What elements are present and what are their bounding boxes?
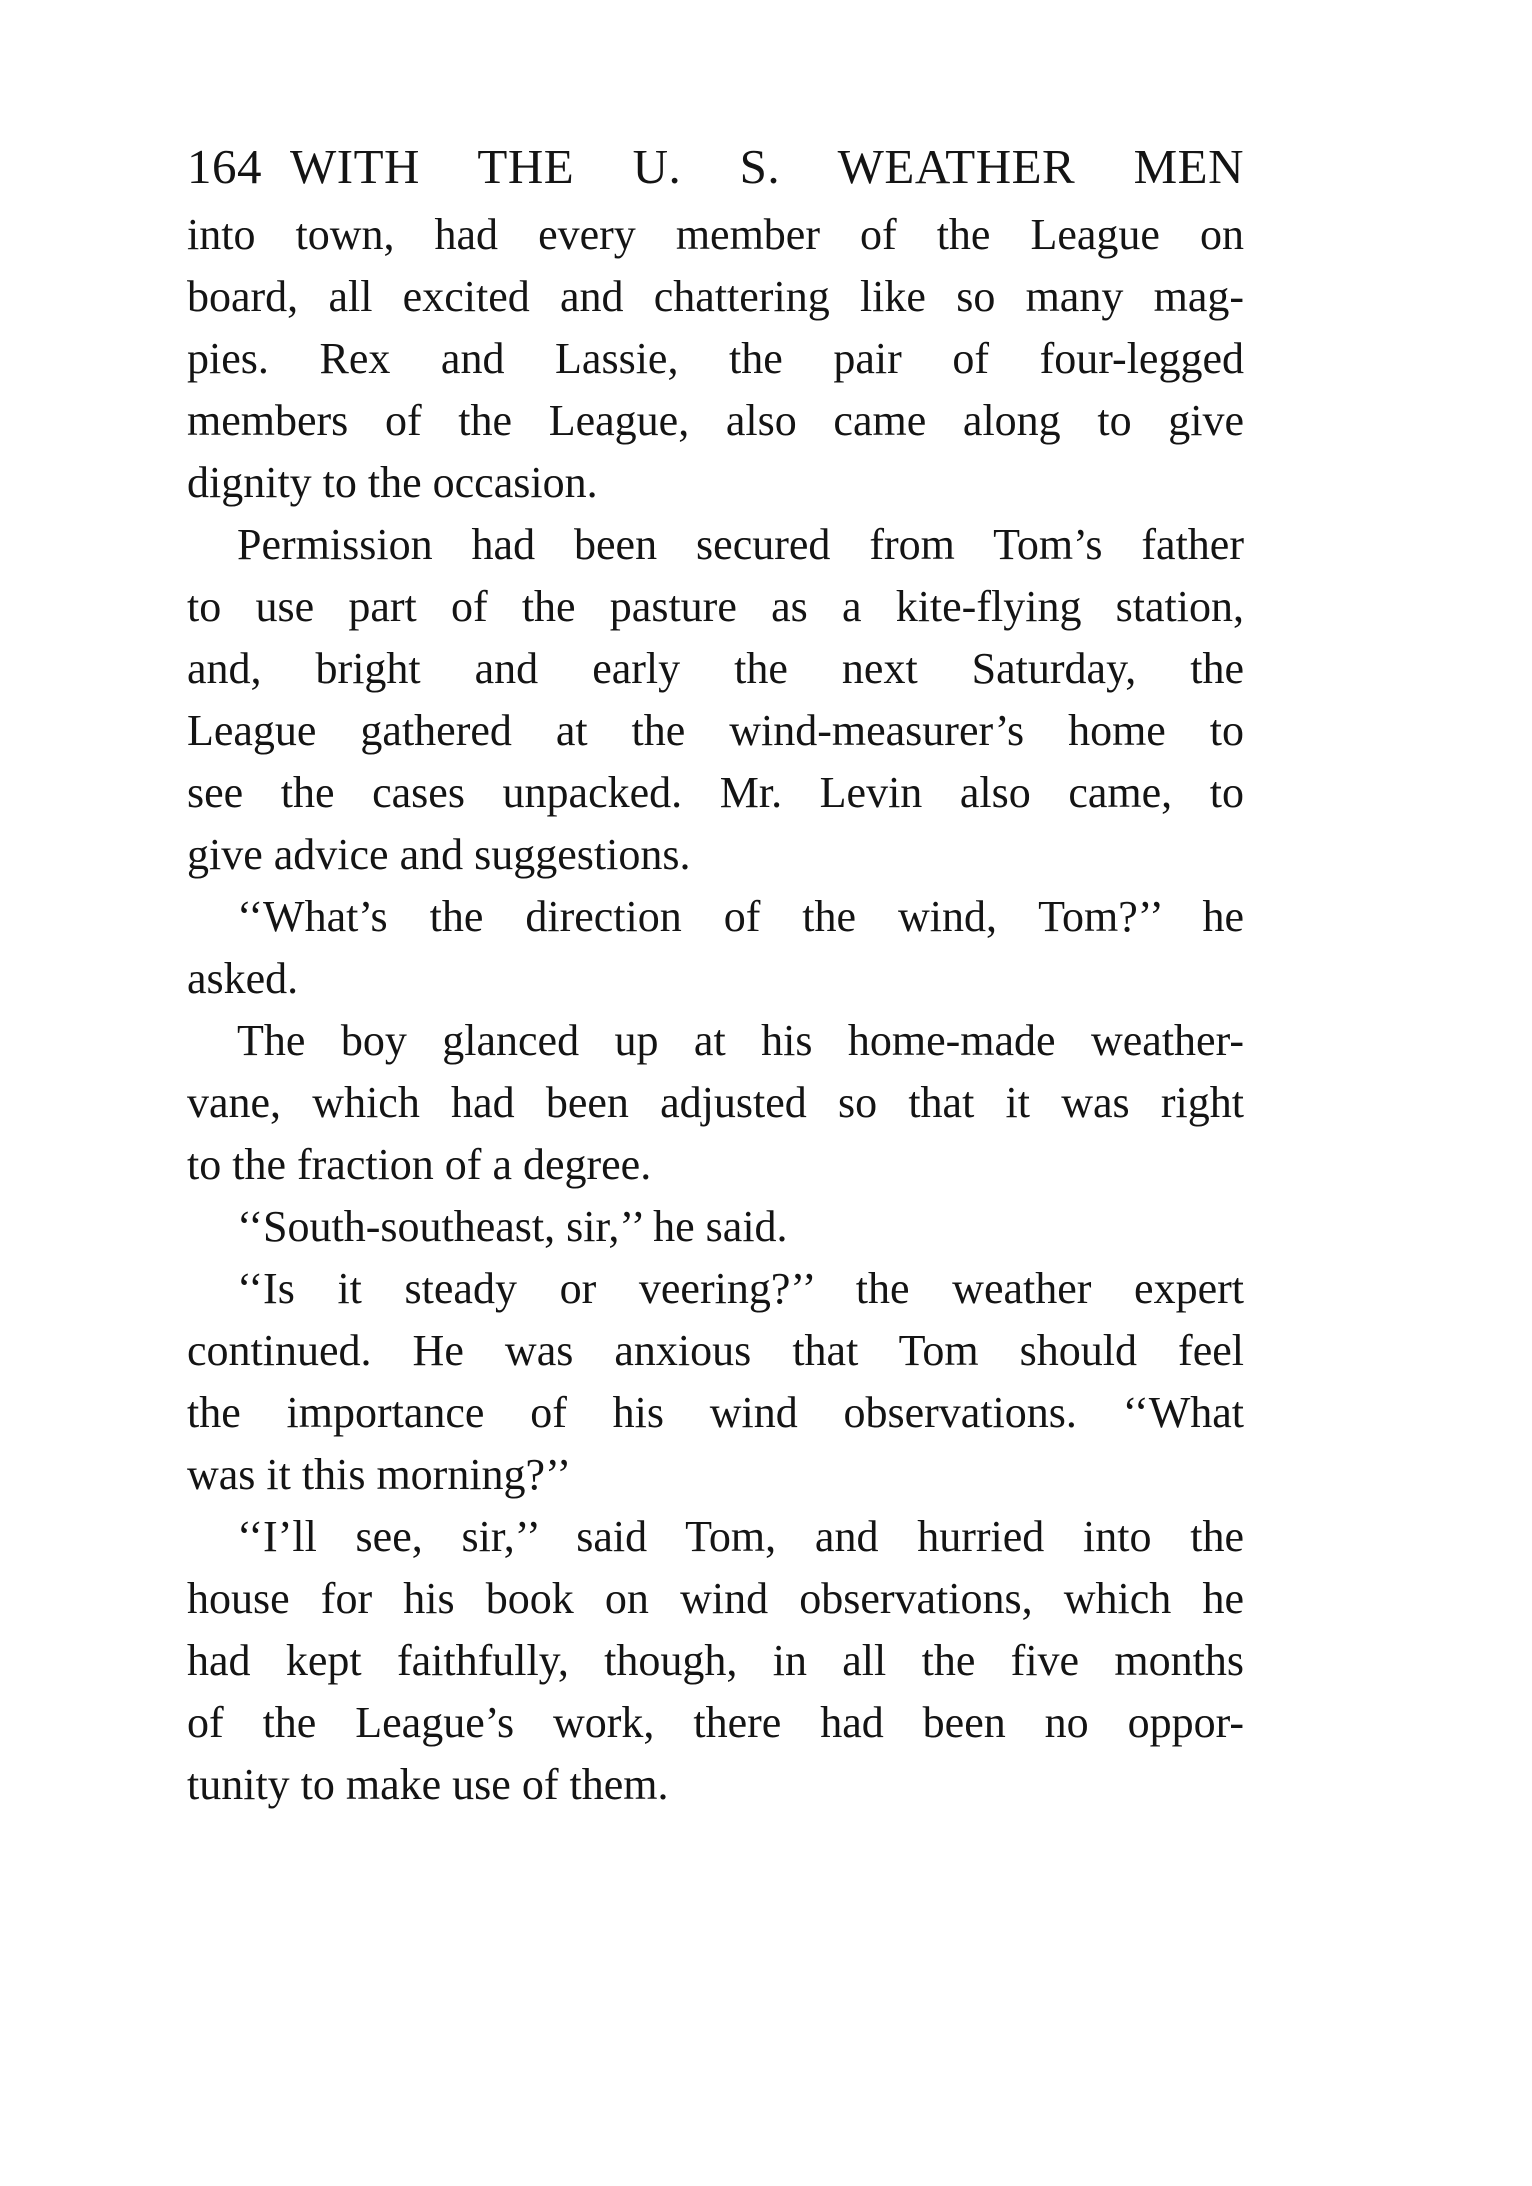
running-head	[187, 138, 1244, 198]
text-line: and, bright and early the next Saturday, the	[187, 644, 1244, 693]
paragraph	[187, 514, 1244, 886]
text-line: of the League’s work, there had been no oppor-	[187, 1698, 1244, 1747]
text-line: was it this morning?’’	[187, 1450, 572, 1499]
body-text	[187, 204, 1244, 1816]
text-line: ‘‘Is it steady or veering?’’ the weather expert	[237, 1264, 1244, 1313]
text-line: vane, which had been adjusted so that it was right	[187, 1078, 1244, 1127]
text-line: The boy glanced up at his home-made weather-	[237, 1016, 1244, 1065]
text-line: dignity to the occasion.	[187, 458, 598, 507]
text-line: Permission had been secured from Tom’s father	[237, 520, 1244, 569]
running-title: WITH THE U. S. WEATHER MEN	[290, 139, 1244, 194]
text-line: tunity to make use of them.	[187, 1760, 669, 1809]
paragraph	[187, 1196, 1244, 1258]
text-line: to the fraction of a degree.	[187, 1140, 652, 1189]
text-line: had kept faithfully, though, in all the five months	[187, 1636, 1244, 1685]
paragraph	[187, 204, 1244, 514]
text-line: see the cases unpacked. Mr. Levin also came, to	[187, 768, 1244, 817]
text-line: League gathered at the wind-measurer’s home to	[187, 706, 1244, 755]
text-line: board, all excited and chattering like so many mag-	[187, 272, 1244, 321]
text-line: continued. He was anxious that Tom should feel	[187, 1326, 1244, 1375]
paragraph	[187, 886, 1244, 1010]
text-line: pies. Rex and Lassie, the pair of four-legged	[187, 334, 1244, 383]
page-number: 164	[187, 139, 262, 194]
paragraph	[187, 1010, 1244, 1196]
text-line: to use part of the pasture as a kite-flying station,	[187, 582, 1244, 631]
text-line: members of the League, also came along to give	[187, 396, 1244, 445]
text-line: the importance of his wind observations. ‘‘What	[187, 1388, 1244, 1437]
book-page	[187, 138, 1244, 1816]
text-line: asked.	[187, 954, 299, 1003]
paragraph	[187, 1506, 1244, 1816]
text-line: ‘‘South-southeast, sir,’’ he said.	[237, 1202, 788, 1251]
text-line: give advice and suggestions.	[187, 830, 691, 879]
text-line: into town, had every member of the League on	[187, 210, 1244, 259]
text-line: ‘‘What’s the direction of the wind, Tom?’’ he	[237, 892, 1244, 941]
text-line: house for his book on wind observations, which he	[187, 1574, 1244, 1623]
text-line: ‘‘I’ll see, sir,’’ said Tom, and hurried into the	[237, 1512, 1244, 1561]
paragraph	[187, 1258, 1244, 1506]
